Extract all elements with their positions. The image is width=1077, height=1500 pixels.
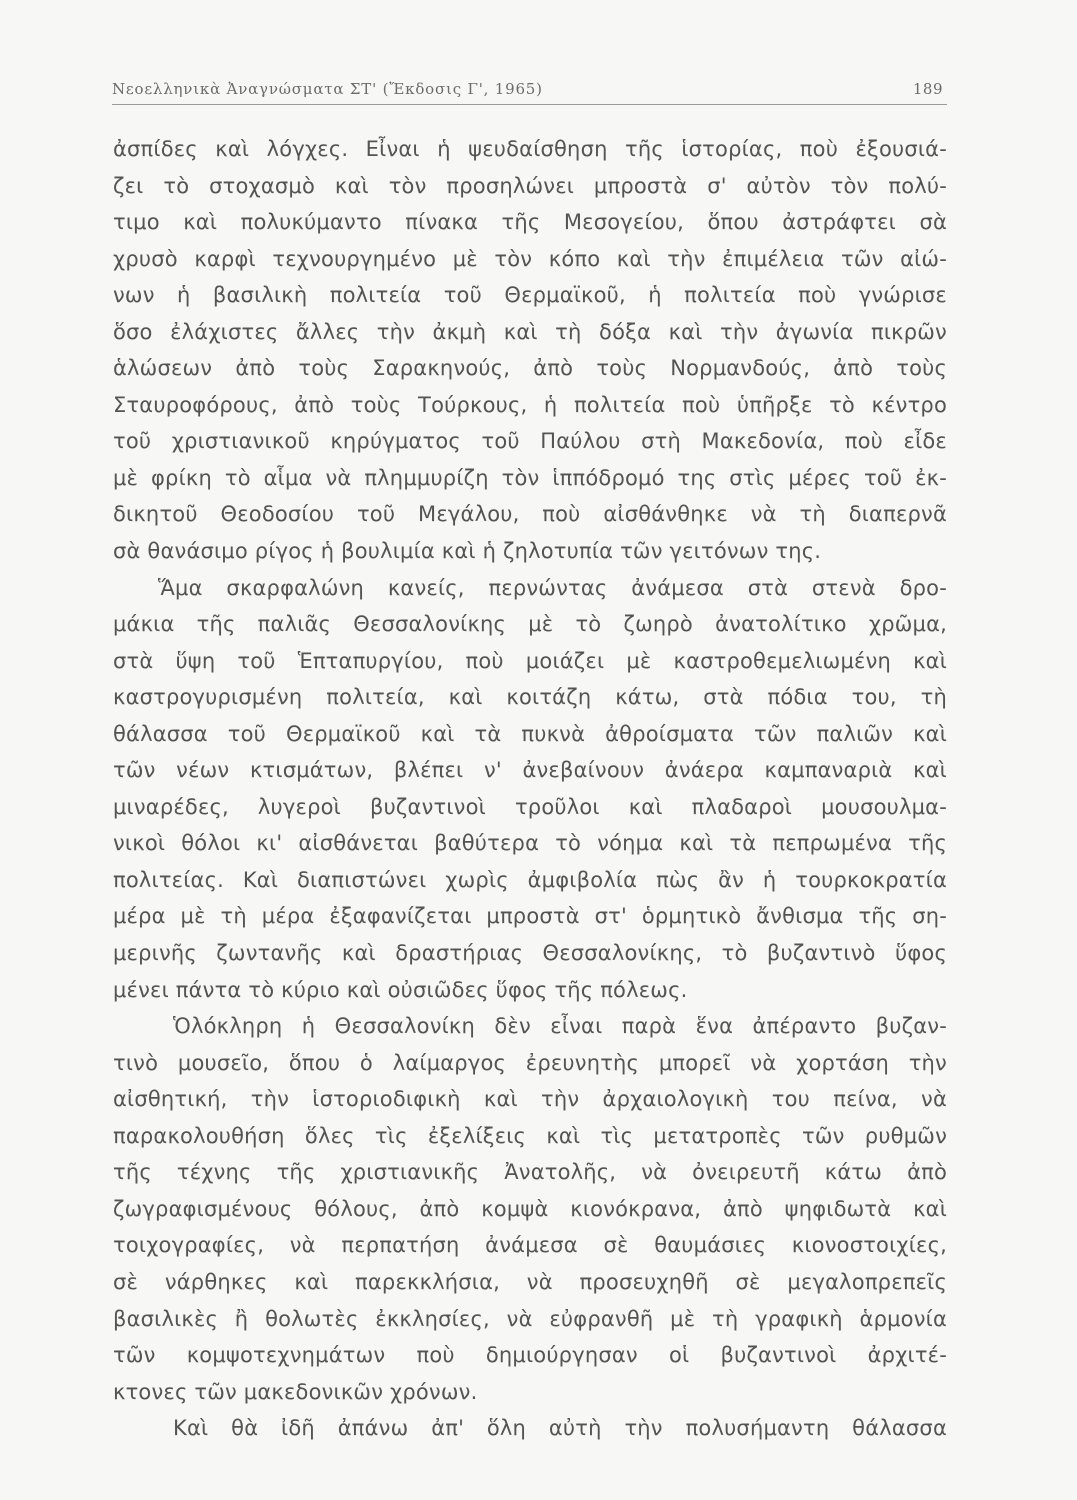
text-line: παρακολουθήση ὅλες τὶς ἐξελίξεις καὶ τὶς μετατροπὲς τῶν ρυθμῶν — [113, 1123, 947, 1148]
text-line: τιμο καὶ πολυκύμαντο πίνακα τῆς Μεσογείου, ὅπου ἀστράφτει σὰ — [113, 210, 947, 235]
text-line: κτονες τῶν μακεδονικῶν χρόνων. — [113, 1379, 478, 1404]
text-line: ζει τὸ στοχασμὸ καὶ τὸν προσηλώνει μπροστὰ σ' αὐτὸν τὸν πολύ- — [113, 173, 947, 198]
text-line: μέρα μὲ τὴ μέρα ἐξαφανίζεται μπροστὰ στ' ὁρμητικὸ ἄνθισμα τῆς ση- — [113, 904, 947, 929]
text-line: νων ἡ βασιλικὴ πολιτεία τοῦ Θερμαϊκοῦ, ἡ πολιτεία ποὺ γνώρισε — [113, 283, 947, 308]
text-line: ἀσπίδες καὶ λόγχες. Εἶναι ἡ ψευδαίσθηση τῆς ἱστορίας, ποὺ ἐξουσιά- — [113, 137, 947, 161]
text-line: μὲ φρίκη τὸ αἷμα νὰ πλημμυρίζη τὸν ἱππόδρομό της στὶς μέρες τοῦ ἐκ- — [113, 465, 947, 490]
running-title: Νεοελληνικὰ Ἀναγνώσματα ΣΤ' (Ἔκδοσις Γ', 1965) — [112, 80, 543, 98]
running-head — [112, 74, 947, 105]
text-line: Ὁλόκληρη ἡ Θεσσαλονίκη δὲν εἶναι παρὰ ἕνα ἀπέραντο βυζαν- — [173, 1014, 947, 1039]
text-line: ἁλώσεων ἀπὸ τοὺς Σαρακηνούς, ἀπὸ τοὺς Νορμανδούς, ἀπὸ τοὺς — [113, 356, 947, 381]
text-line: μένει πάντα τὸ κύριο καὶ οὐσιῶδες ὕφος τῆς πόλεως. — [113, 977, 688, 1002]
text-line: μιναρέδες, λυγεροὶ βυζαντινοὶ τροῦλοι καὶ πλαδαροὶ μουσουλμα- — [113, 794, 947, 819]
text-line: σὰ θανάσιμο ρίγος ἡ βουλιμία καὶ ἡ ζηλοτυπία τῶν γειτόνων της. — [113, 539, 822, 564]
text-line: Καὶ θὰ ἰδῆ ἀπάνω ἀπ' ὅλη αὐτὴ τὴν πολυσήμαντη θάλασσα — [173, 1416, 947, 1441]
text-line: τινὸ μουσεῖο, ὅπου ὁ λαίμαργος ἐρευνητὴς μπορεῖ νὰ χορτάση τὴν — [113, 1050, 947, 1075]
text-line: τοιχογραφίες, νὰ περπατήση ἀνάμεσα σὲ θαυμάσιες κιονοστοιχίες, — [113, 1233, 947, 1258]
text-line: χρυσὸ καρφὶ τεχνουργημένο μὲ τὸν κόπο καὶ τὴν ἐπιμέλεια τῶν αἰώ- — [113, 246, 947, 271]
page-number: 189 — [912, 80, 943, 98]
text-line: τῶν νέων κτισμάτων, βλέπει ν' ἀνεβαίνουν ἀνάερα καμπαναριὰ καὶ — [113, 758, 947, 783]
text-line: ὅσο ἐλάχιστες ἄλλες τὴν ἀκμὴ καὶ τὴ δόξα καὶ τὴν ἀγωνία πικρῶν — [113, 319, 947, 344]
body-text — [113, 131, 947, 1447]
text-line: τοῦ χριστιανικοῦ κηρύγματος τοῦ Παύλου στὴ Μακεδονία, ποὺ εἶδε — [113, 429, 947, 454]
text-line: σὲ νάρθηκες καὶ παρεκκλήσια, νὰ προσευχηθῆ σὲ μεγαλοπρεπεῖς — [113, 1269, 947, 1294]
text-line: νικοὶ θόλοι κι' αἰσθάνεται βαθύτερα τὸ νόημα καὶ τὰ πεπρωμένα τῆς — [113, 831, 947, 856]
text-line: θάλασσα τοῦ Θερμαϊκοῦ καὶ τὰ πυκνὰ ἀθροίσματα τῶν παλιῶν καὶ — [113, 721, 947, 746]
text-line: μερινῆς ζωντανῆς καὶ δραστήριας Θεσσαλονίκης, τὸ βυζαντινὸ ὕφος — [113, 941, 947, 966]
text-line: καστρογυρισμένη πολιτεία, καὶ κοιτάζη κάτω, στὰ πόδια του, τὴ — [113, 685, 947, 710]
text-line: αἰσθητική, τὴν ἱστοριοδιφικὴ καὶ τὴν ἀρχαιολογικὴ του πείνα, νὰ — [113, 1087, 947, 1112]
text-line: στὰ ὕψη τοῦ Ἑπταπυργίου, ποὺ μοιάζει μὲ καστροθεμελιωμένη καὶ — [113, 648, 947, 673]
text-line: ζωγραφισμένους θόλους, ἀπὸ κομψὰ κιονόκρανα, ἀπὸ ψηφιδωτὰ καὶ — [113, 1196, 947, 1221]
text-line: δικητοῦ Θεοδοσίου τοῦ Μεγάλου, ποὺ αἰσθάνθηκε νὰ τὴ διαπερνᾶ — [113, 502, 947, 527]
text-line: τῶν κομψοτεχνημάτων ποὺ δημιούργησαν οἱ βυζαντινοὶ ἀρχιτέ- — [113, 1343, 947, 1368]
text-line: πολιτείας. Καὶ διαπιστώνει χωρὶς ἀμφιβολία πὼς ἂν ἡ τουρκοκρατία — [113, 867, 947, 892]
text-line: Σταυροφόρους, ἀπὸ τοὺς Τούρκους, ἡ πολιτεία ποὺ ὑπῆρξε τὸ κέντρο — [113, 392, 947, 417]
text-line: Ἅμα σκαρφαλώνη κανείς, περνώντας ἀνάμεσα στὰ στενὰ δρο- — [158, 575, 947, 600]
text-line: τῆς τέχνης τῆς χριστιανικῆς Ἀνατολῆς, νὰ ὀνειρευτῆ κάτω ἀπὸ — [113, 1160, 947, 1185]
text-line: βασιλικὲς ἢ θολωτὲς ἐκκλησίες, νὰ εὐφρανθῆ μὲ τὴ γραφικὴ ἁρμονία — [113, 1306, 947, 1331]
text-line: μάκια τῆς παλιᾶς Θεσσαλονίκης μὲ τὸ ζωηρὸ ἀνατολίτικο χρῶμα, — [113, 612, 947, 637]
